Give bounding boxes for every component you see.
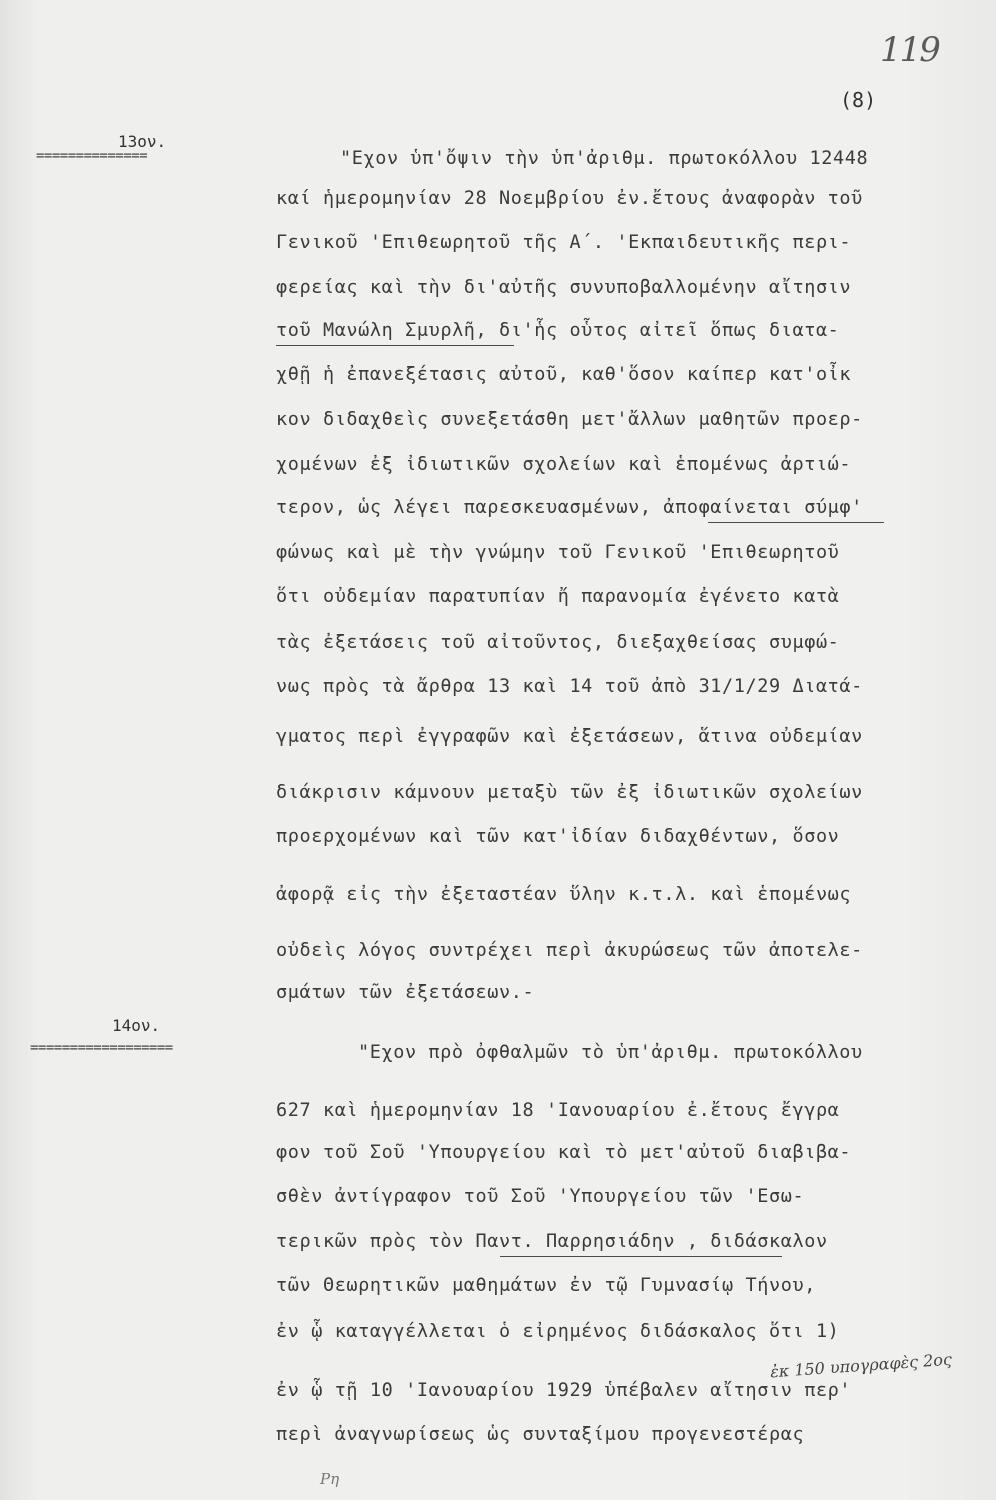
text-line: γματος περὶ ἐγγραφῶν καὶ ἐξετάσεων, ἅτινα οὐδεμίαν (276, 726, 863, 747)
text-line: τὰς ἐξετάσεις τοῦ αἰτοῦντος, διεξαχθείσας συμφώ- (276, 632, 840, 653)
text-line: προερχομένων καὶ τῶν κατ'ἰδίαν διδαχθέντων, ὅσον (276, 826, 840, 847)
text-line: περὶ ἀναγνωρίσεως ὡς συνταξίμου προγενεστέρας (276, 1424, 805, 1445)
text-line: νως πρὸς τὰ ἄρθρα 13 καὶ 14 τοῦ ἀπὸ 31/1/29 Διατά- (276, 676, 863, 697)
text-line: χομένων ἐξ ἰδιωτικῶν σχολείων καὶ ἑπομένως ἀρτιώ- (276, 454, 852, 475)
text-line: σθὲν ἀντίγραφον τοῦ Σοῦ 'Υπουργείου τῶν 'Εσω- (276, 1186, 805, 1207)
handwritten-insert: ἐκ 150 υπογραφὲς 2ος (769, 1349, 953, 1382)
text-line: διάκρισιν κάμνουν μεταξὺ τῶν ἐξ ἰδιωτικῶν σχολείων (276, 782, 863, 803)
text-line: καί ἡμερομηνίαν 28 Νοεμβρίου ἐν.ἔτους ἀναφορὰν τοῦ (276, 188, 863, 209)
text-line: φον τοῦ Σοῦ 'Υπουργείου καὶ τὸ μετ'αὐτοῦ διαβιβα- (276, 1142, 852, 1163)
section-label: 14ον. (112, 1016, 161, 1035)
text-line: φώνως καὶ μὲ τὴν γνώμην τοῦ Γενικοῦ 'Επιθεωρητοῦ (276, 542, 840, 563)
handwritten-initials: Ρη (320, 1470, 340, 1488)
text-line: "Εχον πρὸ ὀφθαλμῶν τὸ ὑπ'ἀριθμ. πρωτοκόλλου (358, 1042, 863, 1063)
underline-name (500, 1256, 782, 1257)
section-rule: ================== (30, 1040, 173, 1056)
text-line: φερείας καὶ τὴν δι'αὐτῆς συνυποβαλλομένην αἴτησιν (276, 277, 852, 298)
underline-verb (708, 522, 884, 523)
text-line: σμάτων τῶν ἐξετάσεων.- (276, 982, 535, 1003)
folio-number: 119 (880, 30, 939, 70)
text-line: ἐν ᾧ καταγγέλλεται ὁ εἰρημένος διδάσκαλος ὅτι 1) (276, 1321, 840, 1342)
text-line: ὅτι οὐδεμίαν παρατυπίαν ἤ παρανομία ἐγένετο κατὰ (276, 586, 840, 607)
text-line: τῶν Θεωρητικῶν μαθημάτων ἐν τῷ Γυμνασίῳ Τήνου, (276, 1275, 816, 1296)
page-number: (8) (840, 88, 877, 112)
underline-name (276, 345, 514, 346)
text-line: ἐν ᾧ τῇ 10 'Ιανουαρίου 1929 ὑπέβαλεν αἴτησιν περ' (276, 1380, 852, 1401)
text-line: χθῇ ἡ ἐπανεξέτασις αὐτοῦ, καθ'ὅσον καίπερ κατ'οἶκ (276, 364, 852, 385)
text-line: "Εχον ὑπ'ὄψιν τὴν ὑπ'ἀριθμ. πρωτοκόλλου 12448 (340, 148, 869, 169)
text-line: 627 καὶ ἡμερομηνίαν 18 'Ιανουαρίου ἐ.ἔτους ἔγγρα (276, 1100, 840, 1121)
section-rule: ============== (36, 148, 148, 164)
section-label: 13ον. (118, 132, 167, 151)
text-line: ἀφορᾷ εἰς τὴν ἐξεταστέαν ὕλην κ.τ.λ. καὶ ἑπομένως (276, 884, 852, 905)
text-line: τερον, ὡς λέγει παρεσκευασμένων, ἀποφαίνεται σύμφ' (276, 497, 863, 518)
text-line: τοῦ Μανώλη Σμυρλῆ, δι'ἧς οὗτος αἰτεῖ ὅπως διατα- (276, 320, 840, 341)
text-line: οὐδεὶς λόγος συντρέχει περὶ ἀκυρώσεως τῶν ἀποτελε- (276, 940, 863, 961)
text-line: κον διδαχθεὶς συνεξετάσθη μετ'ἄλλων μαθητῶν προερ- (276, 409, 863, 430)
text-line: τερικῶν πρὸς τὸν Παντ. Παρρησιάδην , διδάσκαλον (276, 1231, 828, 1252)
text-line: Γενικοῦ 'Επιθεωρητοῦ τῆς Α΄. 'Εκπαιδευτικῆς περι- (276, 232, 852, 253)
